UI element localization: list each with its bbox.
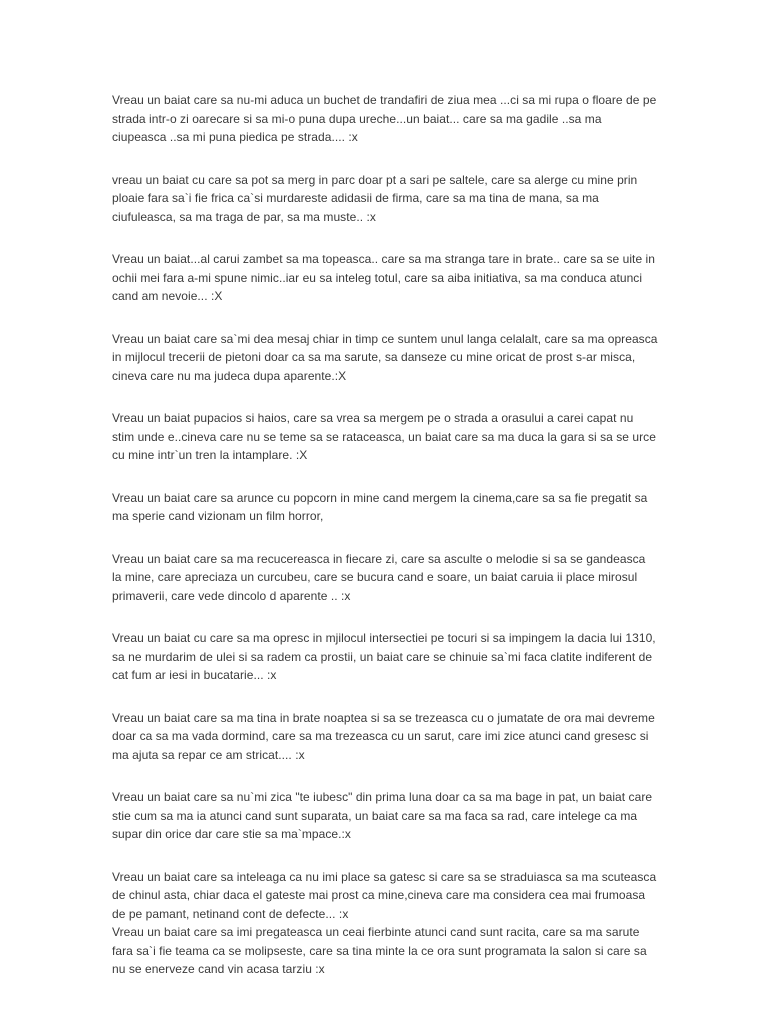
paragraph-11: Vreau un baiat care sa inteleaga ca nu imi place sa gatesc si care sa se straduiasca sa ma scuteasca de chinul asta, chiar daca el gateste mai prost ca mine,cineva care ma considera cea mai frumoasa de pe pamant, netinand cont de defecte... :x [112, 869, 657, 921]
paragraph-3: Vreau un baiat...al carui zambet sa ma topeasca.. care sa ma stranga tare in brate.. care sa se uite in ochii mei fara a-mi spune nimic..iar eu sa inteleg totul, care sa aiba initiativa, sa ma conduca atunci cand am nevoie... :X [112, 252, 655, 303]
paragraph-10: Vreau un baiat care sa nu`mi zica "te iubesc" din prima luna doar ca sa ma bage in pat, un baiat care stie cum sa ma ia atunci cand sunt suparata, un baiat care sa ma faca sa rad, care intelege ca ma supar din orice dar care stie sa ma`mpace.:x [112, 790, 653, 841]
paragraph-6: Vreau un baiat care sa arunce cu popcorn in mine cand mergem la cinema,care sa sa fie pregatit sa ma sperie cand vizionam un film horror, [112, 490, 648, 523]
paragraph-12: Vreau un baiat care sa imi pregateasca un ceai fierbinte atunci cand sunt racita, care sa ma sarute fara sa`i fie teama ca se molipseste, care sa tina minte la ce ora sunt programata la salon si care sa nu se enerveze cand vin acasa tarziu :x [112, 925, 647, 976]
paragraph-7: Vreau un baiat care sa ma recucereasca in fiecare zi, care sa asculte o melodie si sa se gandeasca la mine, care apreciaza un curcubeu, care se bucura cand e soare, un baiat caruia ii place mirosul primaverii, care vede dincolo d aparente .. :x [112, 551, 646, 603]
paragraph-1: Vreau un baiat care sa nu-mi aduca un buchet de trandafiri de ziua mea ...ci sa mi rupa o floare de pe strada intr-o zi oarecare si sa mi-o puna dupa ureche...un baiat... care sa ma gadile ..sa ma ciupeasca ..sa mi puna piedica pe strada.... :x [112, 93, 657, 144]
paragraph-4: Vreau un baiat care sa`mi dea mesaj chiar in timp ce suntem unul langa celalalt, care sa ma opreasca in mijlocul trecerii de pietoni doar ca sa ma sarute, sa danseze cu mine oricat de prost s-ar misca, cineva care nu ma judeca dupa aparente.:X [112, 331, 658, 383]
paragraph-2: vreau un baiat cu care sa pot sa merg in parc doar pt a sari pe saltele, care sa alerge cu mine prin ploaie fara sa`i fie frica ca`si murdareste adidasii de firma, care sa ma tina de mana, sa ma ciufuleasca, sa ma traga de par, sa ma muste.. :x [112, 172, 638, 224]
paragraph-8: Vreau un baiat cu care sa ma opresc in mjilocul intersectiei pe tocuri si sa impingem la dacia lui 1310, sa ne murdarim de ulei si sa radem ca prostii, un baiat care se chinuie sa`mi faca clatite indiferent de cat fum ar iesi in bucatarie... :x [112, 631, 656, 682]
paragraph-5: Vreau un baiat pupacios si haios, care sa vrea sa mergem pe o strada a orasului a carei capat nu stim unde e..cineva care nu se teme sa se rataceasca, un baiat care sa ma duca la gara si sa se urce cu mine intr`un tren la intamplare. :X [112, 411, 656, 462]
text-column [112, 91, 658, 1003]
paragraph-9: Vreau un baiat care sa ma tina in brate noaptea si sa se trezeasca cu o jumatate de ora mai devreme doar ca sa ma vada dormind, care sa ma trezeasca cu un sarut, care imi zice atunci cand gresesc si ma ajuta sa repar ce am stricat.... :x [112, 710, 655, 762]
